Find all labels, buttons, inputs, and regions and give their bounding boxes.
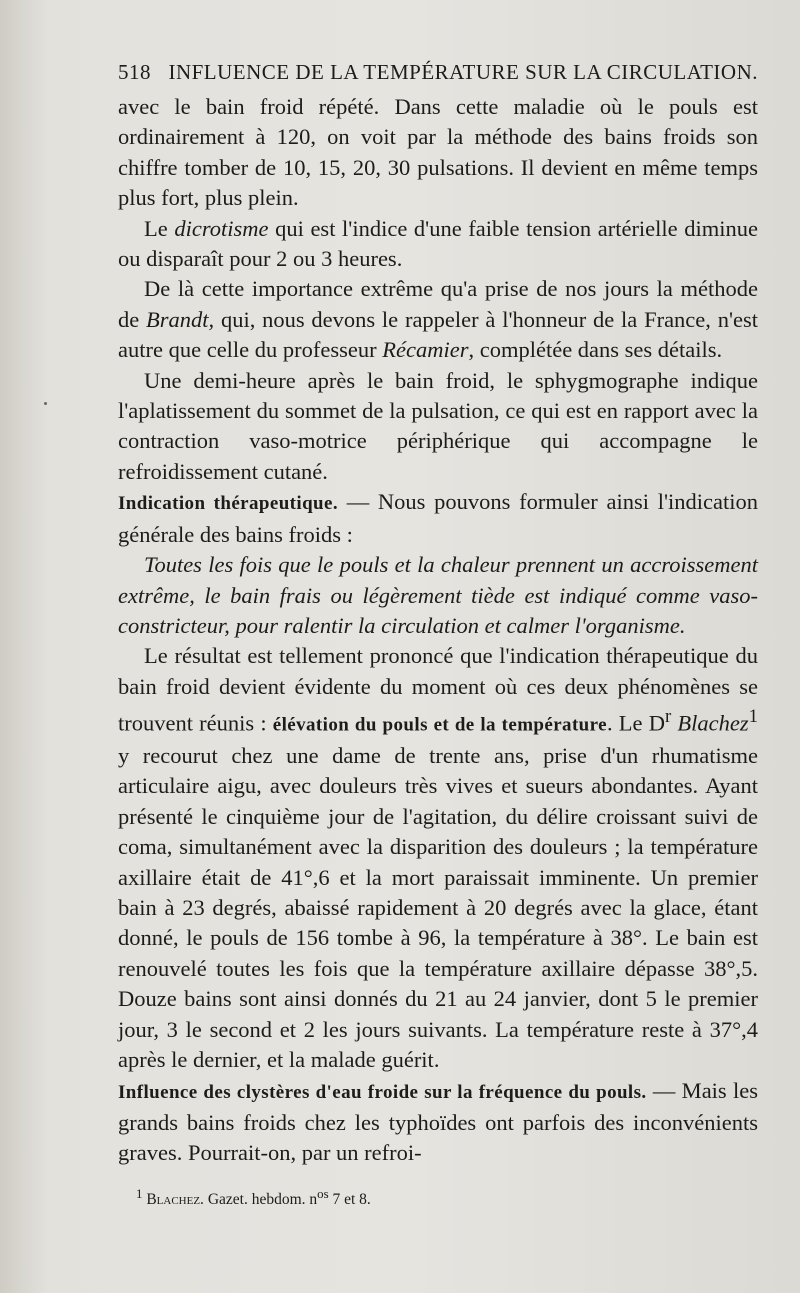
emphasis-elevation: élévation du pouls et de la température [272,714,607,736]
paragraph-7: Le résultat est tellement prononcé que l'indication thérapeutique du bain froid devient évidente du moment où ces deux phénomènes se trouvent réunis : élévation du pouls et de la température. Le $D^r$ Blachez$^1$ y recourut chez une dame de trente ans, prise d'un rhumatisme articulaire aigu, avec douleurs très vives et sueurs abondantes. Ayant présenté le cinquième jour de l'agitation, du délire croissant suivi de coma, simultanément avec la disparition des douleurs ; la température axillaire était de 41°,6 et la mort paraissait imminente. Un premier bain à 23 degrés, abaissé rapidement à 20 degrés avec la glace, étant donné, le pouls de 156 tombe à 96, la température à 38°. Le bain est renouvelé toutes les fois que la température axillaire dépasse 38°,5. Douze bains sont ainsi donnés du 21 au 24 janvier, dont 5 le premier jour, 3 le second et 2 les jours suivants. La température reste à 37°,4 après le dernier, et la malade guérit. [118,643,758,1073]
paragraph-5: Indication thérapeutique. — Nous pouvons formuler ainsi l'indication générale des bains froids : [118,489,758,547]
paragraph-2: Le dicrotisme qui est l'indice d'une faible tension artérielle diminue ou disparaît pour 2 ou 3 heures. [118,215,758,272]
section-heading-indication: Indication thérapeutique. [118,493,338,515]
running-header [118,52,758,92]
footnote: $^1$ Blachez. Gazet. hebdom. $n^{os}$ 7 et 8. [136,1185,371,1208]
paragraph-6-italic-rule: Toutes les fois que le pouls et la chaleur prennent un accroissement extrême, le bain frais ou légèrement tiède est indiqué comme vaso-constricteur, pour ralentir la circulation et calmer l'organisme. [118,552,758,638]
paragraph-8: Influence des clystères d'eau froide sur la fréquence du pouls. — Mais les grands bains froids chez les typhoïdes ont parfois des inconvénients graves. Pourrait-on, par un refroi- [118,1077,758,1166]
name-brandt: Brandt, [146,306,215,332]
paragraph-1: avec le bain froid répété. Dans cette maladie où le pouls est ordinairement à 120, on voit par la méthode des bains froids son chiffre tomber de 10, 15, 20, 30 pulsations. Il devient en même temps plus fort, plus plein. [118,94,758,211]
footnote-author: Blachez. [146,1190,204,1208]
body-text [118,92,758,1169]
running-title: INFLUENCE DE LA TEMPÉRATURE SUR LA CIRCULATION. [168,60,758,84]
margin-speck [44,402,47,405]
name-blachez: Blachez [677,710,749,736]
term-dicrotisme: dicrotisme [174,215,269,241]
paragraph-4: Une demi-heure après le bain froid, le sphygmographe indique l'aplatissement du sommet de la pulsation, ce qui est en rapport avec la contraction vaso-motrice périphérique qui accompagne le refroidissement cutané. [118,367,758,484]
footnote-ref: 1 [748,706,758,728]
name-recamier: Récamier [382,337,469,363]
paragraph-3: De là cette importance extrême qu'a prise de nos jours la méthode de Brandt, qui, nous devons le rappeler à l'honneur de la France, n'est autre que celle du professeur Récamier, complétée dans ses détails. [118,276,758,363]
section-heading-clysteres: Influence des clystères d'eau froide sur la fréquence du pouls. [118,1081,647,1103]
footnote-mark: 1 [136,1185,143,1201]
page-number: 518 [118,60,151,84]
